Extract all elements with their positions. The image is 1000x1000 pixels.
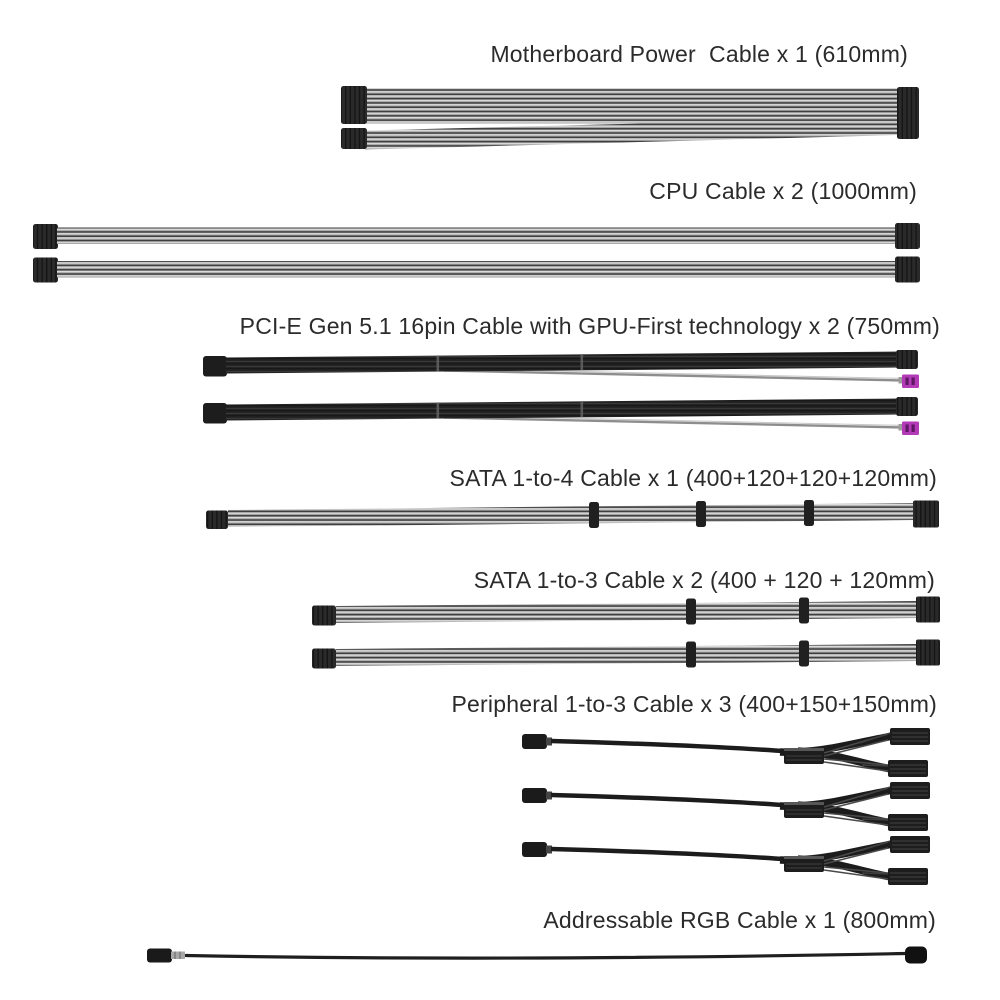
motherboard-cable-label: Motherboard Power Cable x 1 (610mm) (490, 41, 908, 67)
sata-1to4-cable-label: SATA 1-to-4 Cable x 1 (400+120+120+120mm) (449, 465, 937, 491)
peripheral-cable-3 (522, 836, 930, 885)
peripheral-cable-1 (522, 728, 930, 777)
peripheral-cable-graphic (522, 728, 930, 885)
sata-1to3-cable-2 (312, 640, 940, 669)
pcie-cable-2 (203, 397, 919, 435)
sata-1to3-cable-1 (312, 597, 940, 626)
pcie-cable-label: PCI-E Gen 5.1 16pin Cable with GPU-First technology x 2 (750mm) (239, 313, 940, 339)
peripheral-cable-2 (522, 782, 930, 831)
cpu-cable-label: CPU Cable x 2 (1000mm) (649, 178, 917, 204)
cpu-cable-graphic (33, 223, 920, 283)
pcie-cable-1 (203, 350, 919, 388)
sata-1to4-cable-graphic (206, 500, 939, 529)
peripheral-cable-label: Peripheral 1-to-3 Cable x 3 (400+150+150mm) (451, 691, 937, 717)
sata-1to3-cable-label: SATA 1-to-3 Cable x 2 (400 + 120 + 120mm) (473, 567, 935, 593)
cpu-cable-2 (33, 257, 920, 283)
sata-1to3-cable-graphic (312, 597, 940, 669)
argb-cable-label: Addressable RGB Cable x 1 (800mm) (543, 907, 936, 933)
argb-cable-graphic (147, 947, 927, 964)
pcie-cable-graphic (203, 350, 919, 435)
cpu-cable-1 (33, 223, 920, 249)
motherboard-cable-graphic (341, 86, 919, 150)
